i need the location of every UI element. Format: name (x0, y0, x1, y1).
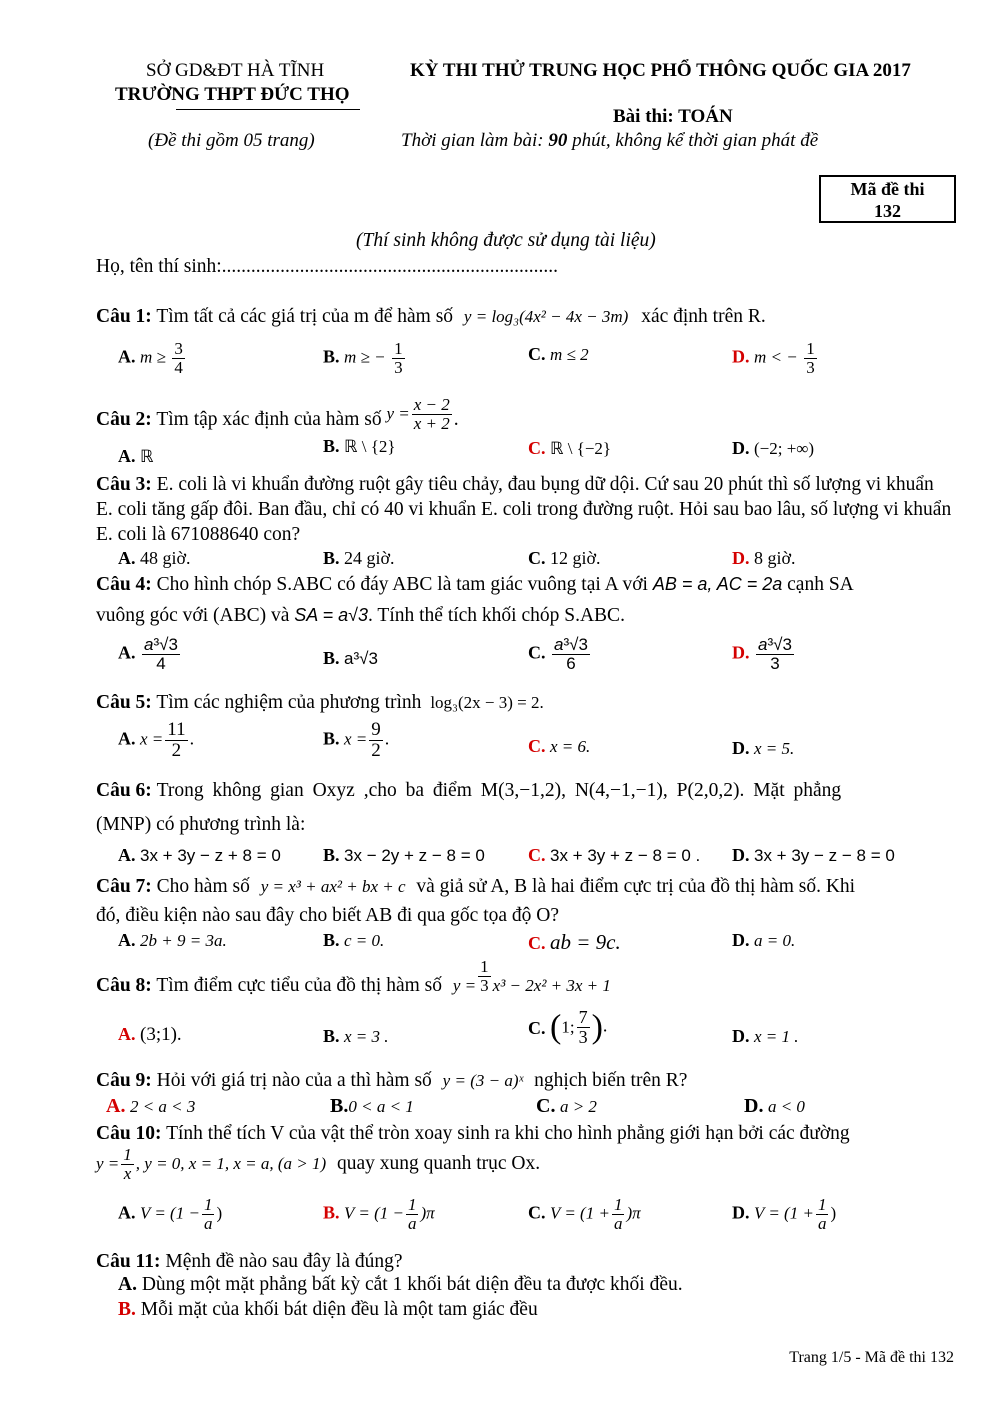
q3-c-text: 12 giờ. (550, 548, 601, 568)
q10-conditions: , y = 0, x = 1, x = a, (a > 1) (135, 1153, 327, 1173)
q11-option-a[interactable]: A. Dùng một mặt phẳng bất kỳ cắt 1 khối bát diện đều ta được khối đều. (118, 1274, 683, 1295)
q4-b-math: a³√3 (344, 649, 378, 668)
q5-c-math: x = 6. (550, 737, 591, 756)
q5-b-fraction: $\frac{9}{2}$ (371, 719, 381, 761)
q4-d-fraction: $\frac{\text{a³√3}}{3}$ (758, 635, 792, 673)
q4-text-1: Cho hình chóp S.ABC có đáy ABC là tam giác vuông tại A với (156, 574, 648, 595)
q1-text: Tìm tất cả các giá trị của m để hàm số (156, 306, 454, 327)
page-count: (Đề thi gồm 05 trang) (148, 130, 315, 151)
q9-label: Câu 9: (96, 1070, 152, 1091)
q1-options (118, 332, 958, 382)
q6-d-math: 3x + 3y − z − 8 = 0 (754, 846, 895, 865)
q10-text: Tính thể tích V của vật thể tròn xoay sinh ra khi cho hình phẳng giới hạn bởi các đường (166, 1123, 850, 1144)
q4-a-fraction: $\frac{\text{a³√3}}{4}$ (144, 635, 178, 673)
subject: Bài thi: TOÁN (613, 106, 733, 127)
department: SỞ GD&ĐT HÀ TĨNH (146, 60, 325, 81)
q4-option-d[interactable]: D. $\frac{\text{a³√3}}{3}$ (732, 635, 792, 673)
q4-label: Câu 4: (96, 574, 152, 595)
exam-title: KỲ THI THỬ TRUNG HỌC PHỔ THÔNG QUỐC GIA 2017 (410, 60, 911, 81)
candidate-name-line: Họ, tên thí sinh:..................................................................... (96, 256, 559, 277)
q9-d-math: a < 0 (767, 1097, 805, 1116)
q8-option-d[interactable]: D. x = 1 . (732, 1026, 799, 1046)
q6-c-math: 3x + 3y + z − 8 = 0 . (550, 846, 701, 865)
q10-d-fraction: $\frac{1}{a}$ (817, 1195, 827, 1233)
q5-option-b[interactable]: B. x = $\frac{9}{2}$ . (323, 719, 390, 761)
q11-b-text: Mỗi mặt của khối bát diện đều là một tam giác đều (140, 1299, 538, 1320)
page-footer: Trang 1/5 - Mã đề thi 132 (789, 1349, 954, 1366)
q1-function: y = log₃(4x² − 4x − 3m) (463, 307, 629, 326)
question-7 (96, 874, 954, 899)
q7-text-3: đó, điều kiện nào sau đây cho biết AB đi qua gốc tọa độ O? (96, 905, 560, 926)
q10-a-fraction: $\frac{1}{a}$ (203, 1195, 213, 1233)
exam-code-value: 132 (874, 201, 901, 221)
q5-option-d[interactable]: D. x = 5. (732, 738, 795, 758)
question-6-line-2 (96, 812, 954, 837)
q3-option-c[interactable]: C. 12 giờ. (528, 548, 601, 568)
q3-option-a[interactable]: A. 48 giờ. (118, 548, 191, 568)
q8-label: Câu 8: (96, 974, 152, 996)
q1-b-label: B. (323, 346, 340, 367)
q6-option-c[interactable]: C. 3x + 3y + z − 8 = 0 . (528, 845, 701, 865)
question-2: Câu 2: Tìm tập xác định của hàm số y = $\frac{x - 2}{x + 2}$ . (96, 395, 459, 433)
q4-c-fraction: $\frac{\text{a³√3}}{6}$ (554, 635, 588, 673)
q6-option-a[interactable]: A. 3x + 3y − z + 8 = 0 (118, 845, 281, 865)
question-6 (96, 778, 954, 803)
q10-b-fraction: $\frac{1}{a}$ (407, 1195, 417, 1233)
q2-b-math: ℝ \ {2} (344, 437, 396, 456)
q1-a-label: A. (118, 346, 136, 367)
time-line (401, 130, 818, 152)
q9-option-c[interactable]: C. a > 2 (536, 1095, 597, 1117)
q1-option-b[interactable]: B. m ≥ − $\frac{1}{3}$ (323, 339, 403, 377)
q6-option-d[interactable]: D. 3x + 3y − z − 8 = 0 (732, 845, 895, 865)
question-3 (96, 472, 954, 547)
q3-option-b[interactable]: B. 24 giờ. (323, 548, 395, 568)
q3-text: E. coli là vi khuẩn đường ruột gây tiêu chảy, đau bụng dữ dội. Cứ sau 20 phút thì số lượng vi khuẩn E. coli tăng gấp đôi. Ban đầu, chỉ có 40 vi khuẩn E. coli trong đường ruột. Hỏi sau bao lâu, số lượng vi khuẩn E. coli là 671088640 con? (96, 474, 952, 545)
q8-c-fraction: $\frac{7}{3}$ (578, 1007, 588, 1047)
q10-option-c[interactable]: C. V = (1 + $\frac{1}{a}$ )π (528, 1195, 641, 1233)
q7-option-b[interactable]: B. c = 0. (323, 930, 385, 950)
q5-a-fraction: $\frac{11}{2}$ (167, 719, 186, 761)
question-5 (96, 690, 954, 715)
q8-text: Tìm điểm cực tiểu của đồ thị hàm số (156, 974, 442, 996)
q7-option-c[interactable]: C. ab = 9c. (528, 930, 621, 954)
q8-d-math: x = 1 . (754, 1027, 799, 1046)
q10-option-d[interactable]: D. V = (1 + $\frac{1}{a}$ ) (732, 1195, 837, 1233)
q7-options (118, 930, 958, 960)
q2-d-math: (−2; +∞) (754, 439, 815, 458)
q10-fraction: $\frac{1}{x}$ (123, 1145, 132, 1183)
q2-option-d[interactable]: D. (−2; +∞) (732, 438, 815, 458)
q4-text-2: cạnh SA (787, 574, 854, 595)
q4-text-3: vuông góc với (ABC) và (96, 605, 290, 626)
q7-text-2: và giả sử A, B là hai điểm cực trị của đồ thị hàm số. Khi (416, 876, 856, 897)
q2-text: Tìm tập xác định của hàm số (156, 408, 382, 430)
q6-options (118, 845, 958, 875)
q8-a-math: (3;1). (140, 1024, 182, 1045)
q2-options (118, 436, 958, 466)
q8-option-b[interactable]: B. x = 3 . (323, 1026, 389, 1046)
q7-function: y = x³ + ax² + bx + c (260, 877, 406, 896)
q10-c-fraction: $\frac{1}{a}$ (613, 1195, 623, 1233)
question-11 (96, 1249, 954, 1274)
q7-text-1: Cho hàm số (156, 876, 250, 897)
q2-option-a[interactable]: A. ℝ (118, 446, 154, 466)
q2-a-math: ℝ (140, 447, 154, 466)
q7-c-math: ab = 9c. (550, 930, 621, 954)
q3-option-d[interactable]: D. 8 giờ. (732, 548, 796, 568)
q7-label: Câu 7: (96, 876, 152, 897)
q9-option-d[interactable]: D. a < 0 (744, 1095, 805, 1117)
q4-option-b[interactable]: B. a³√3 (323, 648, 378, 668)
school-underline (176, 109, 360, 110)
question-1 (96, 304, 954, 329)
question-9 (96, 1068, 954, 1093)
q6-option-b[interactable]: B. 3x − 2y + z − 8 = 0 (323, 845, 485, 865)
time-suffix: phút, không kể thời gian phát đề (572, 130, 819, 151)
q1-c-math: m ≤ 2 (550, 345, 589, 364)
no-documents-note: (Thí sinh không được sử dụng tài liệu) (356, 230, 656, 251)
q2-function: $\frac{x - 2}{x + 2}$ (413, 395, 450, 433)
q8-fraction: $\frac{1}{3}$ (480, 957, 489, 995)
q2-option-c[interactable]: C. ℝ \ {−2} (528, 438, 612, 458)
q6-text-2: (MNP) có phương trình là: (96, 814, 306, 835)
q5-option-c[interactable]: C. x = 6. (528, 736, 591, 756)
q9-c-math: a > 2 (559, 1097, 597, 1116)
q7-d-math: a = 0. (754, 931, 796, 950)
q1-tail: xác định trên R. (641, 306, 766, 327)
q6-label: Câu 6: (96, 780, 152, 801)
q5-options (118, 718, 958, 774)
q9-a-math: 2 < a < 3 (129, 1097, 196, 1116)
q8-option-c[interactable]: C. (1; $\frac{7}{3}$ ). (528, 1007, 608, 1047)
q2-c-math: ℝ \ {−2} (550, 439, 612, 458)
q2-label: Câu 2: (96, 408, 152, 430)
q9-text: Hỏi với giá trị nào của a thì hàm số (156, 1070, 432, 1091)
q2-option-b[interactable]: B. ℝ \ {2} (323, 436, 396, 456)
question-7-line-2 (96, 903, 954, 928)
question-10-line-2: y = $\frac{1}{x}$ , y = 0, x = 1, x = a, (a > 1) quay xung quanh trục Ox. (96, 1145, 541, 1183)
q10-option-b[interactable]: B. V = (1 − $\frac{1}{a}$ )π (323, 1195, 435, 1233)
q5-option-a[interactable]: A. x = $\frac{11}{2}$ . (118, 719, 195, 761)
q1-a-fraction: $\frac{3}{4}$ (174, 339, 183, 377)
q1-option-c[interactable] (528, 344, 589, 365)
q7-a-math: 2b + 9 = 3a. (140, 931, 227, 950)
q11-label: Câu 11: (96, 1251, 161, 1272)
q9-b-math: 0 < a < 1 (348, 1097, 414, 1116)
time-value: 90 (548, 130, 568, 151)
q9-tail: nghịch biến trên R? (534, 1070, 688, 1091)
q5-label: Câu 5: (96, 692, 152, 713)
q8-options (118, 1008, 958, 1066)
q4-math-1: AB = a, AC = 2a (652, 574, 783, 594)
q6-text: Trong không gian Oxyz ,cho ba điểm M(3,−1,2), N(4,−1,−1), P(2,0,2). Mặt phẳng (156, 780, 842, 801)
q5-d-math: x = 5. (754, 739, 795, 758)
question-10 (96, 1121, 954, 1146)
q9-function: y = (3 − a)ˣ (442, 1071, 524, 1090)
q7-b-math: c = 0. (344, 931, 385, 950)
question-4-line-2 (96, 603, 954, 628)
q1-b-fraction: $\frac{1}{3}$ (394, 339, 403, 377)
school-name: TRƯỜNG THPT ĐỨC THỌ (115, 84, 350, 105)
q1-d-fraction: $\frac{1}{3}$ (806, 339, 815, 377)
q9-option-a[interactable]: A. 2 < a < 3 (106, 1095, 196, 1117)
q4-option-c[interactable]: C. $\frac{\text{a³√3}}{6}$ (528, 635, 588, 673)
q8-b-math: x = 3 . (344, 1027, 389, 1046)
q1-d-label: D. (732, 346, 750, 367)
q10-label: Câu 10: (96, 1123, 162, 1144)
exam-code-label: Mã đề thi (850, 179, 925, 199)
q10-tail: quay xung quanh trục Ox. (337, 1152, 541, 1174)
q11-text: Mệnh đề nào sau đây là đúng? (165, 1251, 403, 1272)
q4-math-2: SA = a√3 (294, 605, 369, 625)
q3-a-text: 48 giờ. (140, 548, 191, 568)
q1-option-a[interactable]: A. m ≥ $\frac{3}{4}$ (118, 339, 183, 377)
q7-option-d[interactable]: D. a = 0. (732, 930, 796, 950)
q8-option-a[interactable]: A. (3;1). (118, 1024, 182, 1045)
q6-a-math: 3x + 3y − z + 8 = 0 (140, 846, 281, 865)
q1-label: Câu 1: (96, 306, 152, 327)
q9-option-b[interactable]: B.0 < a < 1 (330, 1095, 414, 1117)
q10-option-a[interactable]: A. V = (1 − $\frac{1}{a}$ ) (118, 1195, 223, 1233)
q3-b-text: 24 giờ. (344, 548, 395, 568)
q1-option-d[interactable]: D. m < − $\frac{1}{3}$ (732, 339, 815, 377)
q11-option-b[interactable]: B. Mỗi mặt của khối bát diện đều là một tam giác đều (118, 1299, 538, 1320)
q7-option-a[interactable]: A. 2b + 9 = 3a. (118, 930, 227, 950)
q3-label: Câu 3: (96, 474, 152, 495)
question-4 (96, 572, 954, 597)
q1-c-label: C. (528, 344, 546, 364)
q4-options (118, 634, 958, 686)
q4-text-4: . Tính thể tích khối chóp S.ABC. (368, 605, 625, 626)
time-prefix: Thời gian làm bài: (401, 130, 544, 151)
exam-code-box (819, 175, 956, 223)
question-8: Câu 8: Tìm điểm cực tiểu của đồ thị hàm số y = $\frac{1}{3}$ x³ − 2x² + 3x + 1 (96, 957, 611, 996)
q8-function-tail: x³ − 2x² + 3x + 1 (492, 975, 611, 995)
q10-options (118, 1196, 958, 1246)
q11-a-text: Dùng một mặt phẳng bất kỳ cắt 1 khối bát diện đều ta được khối đều. (141, 1274, 683, 1295)
q3-d-text: 8 giờ. (754, 548, 796, 568)
q6-b-math: 3x − 2y + z − 8 = 0 (344, 846, 485, 865)
q5-text: Tìm các nghiệm của phương trình (156, 692, 422, 713)
q4-option-a[interactable]: A. $\frac{\text{a³√3}}{4}$ (118, 635, 178, 673)
q5-equation: log₃(2x − 3) = 2. (430, 693, 544, 712)
